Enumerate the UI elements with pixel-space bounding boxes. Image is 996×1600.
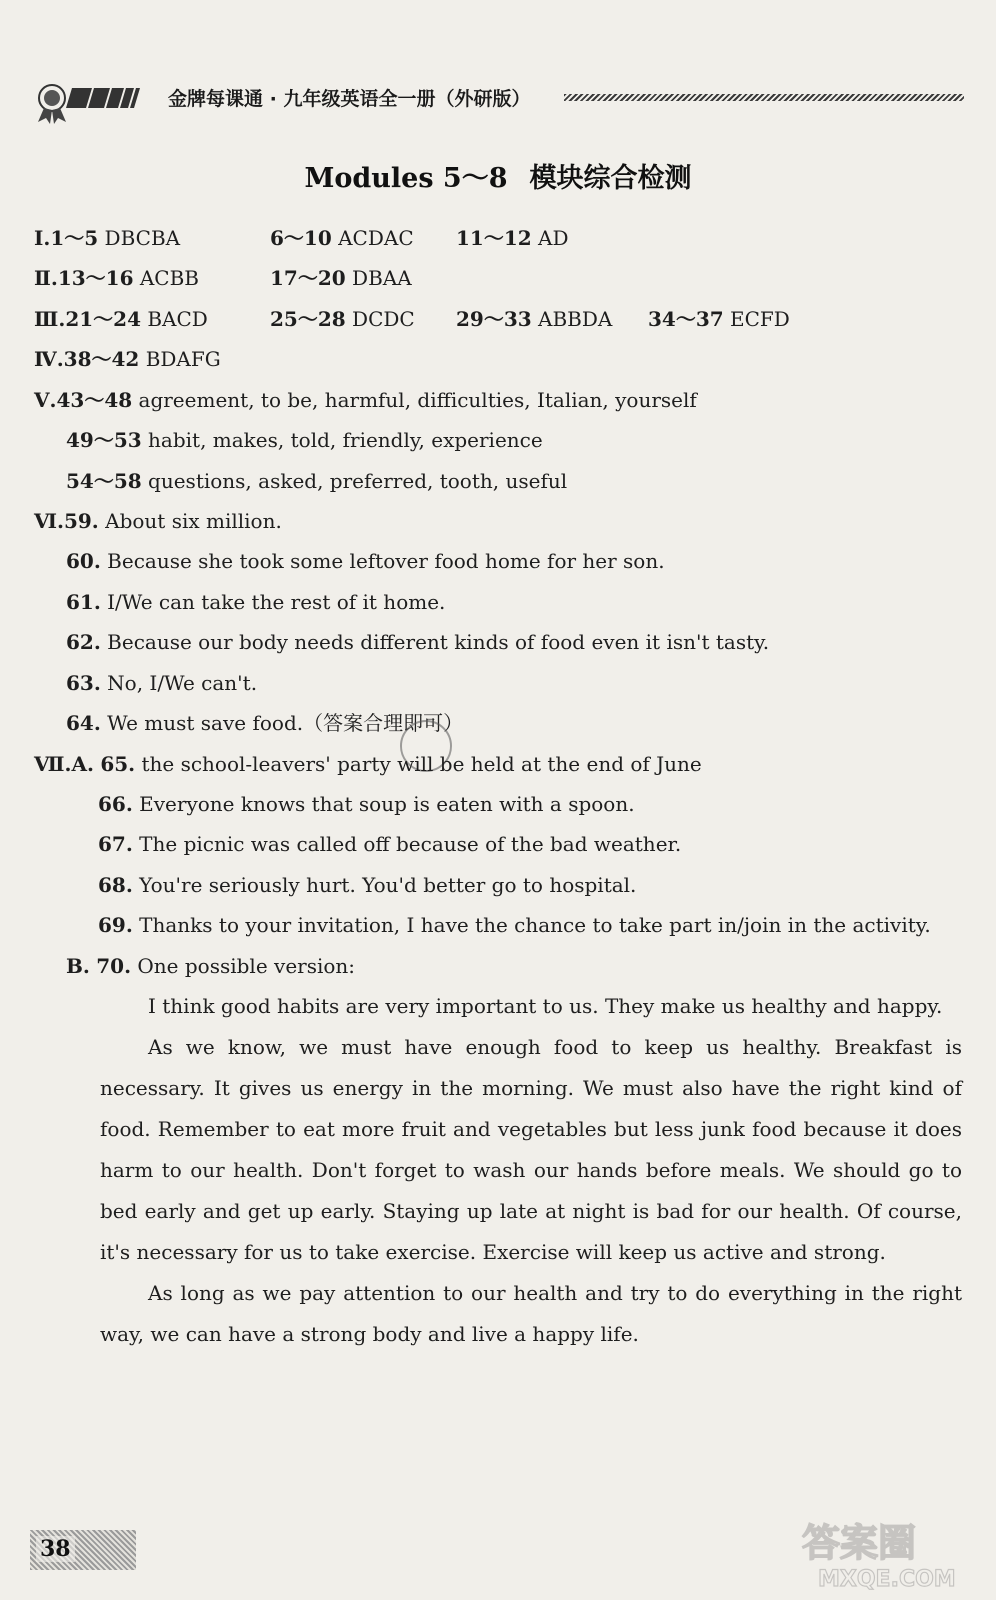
- answer-range: 6～10: [270, 226, 332, 250]
- section-label: Ⅱ.: [34, 266, 58, 290]
- section-3-group-3: [456, 305, 612, 333]
- section-7-item-68: [98, 871, 636, 899]
- answer-text: Because our body needs different kinds of food even it isn't tasty.: [107, 630, 770, 654]
- title-modules: Modules 5～8: [304, 163, 508, 194]
- question-number: 61.: [66, 590, 101, 614]
- answer-range: 54～58: [66, 469, 142, 493]
- question-number: 59.: [63, 509, 99, 533]
- answer-text: About six million.: [105, 509, 282, 533]
- question-number: 63.: [66, 671, 101, 695]
- section-3-group-4: [648, 305, 790, 333]
- section-6-item-61: [66, 588, 445, 616]
- page-header: [24, 74, 970, 130]
- section-label: Ⅳ.: [34, 347, 64, 371]
- answer-value: DBCBA: [104, 226, 181, 250]
- answer-text: We must save food.（答案合理即可）: [107, 711, 464, 735]
- section-6-item-60: [66, 547, 665, 575]
- essay-paragraph: As we know, we must have enough food to keep us healthy. Breakfast is necessary. It gives us energy in the morning. We must also have the right kind of food. Remember to eat more fruit and vegetables but less junk food because it does harm to our health. Don't forget to wash our hands before meals. We should go to bed early and get up early. Staying up late at night is bad for our health. Of course, it's necessary for us to take exercise. Exercise will keep us active and strong.: [100, 1035, 962, 1264]
- section-3: [34, 305, 208, 333]
- model-essay: [100, 986, 962, 1355]
- section-2-group-2: [270, 264, 412, 292]
- answer-value: ACBB: [139, 266, 199, 290]
- question-number: 69.: [98, 913, 133, 937]
- watermark-logo: [796, 1512, 986, 1592]
- section-label: Ⅶ.: [34, 752, 72, 776]
- section-label: Ⅵ.: [34, 509, 64, 533]
- answer-value: BACD: [147, 307, 208, 331]
- answer-value: DBAA: [352, 266, 412, 290]
- medal-ribbon-icon: [30, 78, 150, 124]
- essay-intro: One possible version:: [137, 954, 356, 978]
- watermark-cn: 答案圈: [802, 1521, 917, 1565]
- answer-text: the school-leavers' party will be held at the end of June: [141, 752, 702, 776]
- section-1-group-3: [456, 224, 569, 252]
- question-number: 60.: [66, 549, 101, 573]
- section-7-item-66: [98, 790, 635, 818]
- section-7-item-67: [98, 830, 681, 858]
- page-title: [0, 156, 996, 195]
- answer-range: 34～37: [648, 307, 724, 331]
- section-6-item-59: [34, 507, 282, 535]
- header-divider: [564, 94, 964, 101]
- answer-value: BDAFG: [145, 347, 221, 371]
- section-6-item-62: [66, 628, 769, 656]
- answer-range: 21～24: [65, 307, 141, 331]
- answer-value: AD: [538, 226, 569, 250]
- answer-value: agreement, to be, harmful, difficulties, Italian, yourself: [138, 388, 697, 412]
- section-4: [34, 345, 221, 373]
- section-6-item-63: [66, 669, 257, 697]
- answer-range: 25～28: [270, 307, 346, 331]
- answer-range: 11～12: [456, 226, 532, 250]
- page-number: 38: [36, 1536, 75, 1562]
- answer-text: The picnic was called off because of the bad weather.: [139, 832, 682, 856]
- section-label: Ⅰ.: [34, 226, 51, 250]
- answer-value: ECFD: [730, 307, 790, 331]
- title-chinese: 模块综合检测: [529, 163, 692, 194]
- section-7-item-69: [98, 911, 931, 939]
- essay-paragraph: I think good habits are very important to us. They make us healthy and happy.: [148, 994, 943, 1018]
- answer-range: 17～20: [270, 266, 346, 290]
- section-5-line-3: [66, 467, 567, 495]
- section-7-part-b: [66, 952, 355, 980]
- question-number: 70.: [96, 954, 132, 978]
- answer-value: DCDC: [352, 307, 415, 331]
- section-label: Ⅴ.: [34, 388, 57, 412]
- answer-text: You're seriously hurt. You'd better go to hospital.: [139, 873, 637, 897]
- part-label: B.: [66, 954, 90, 978]
- answer-value: ACDAC: [338, 226, 414, 250]
- page-number-box: [30, 1530, 136, 1570]
- answer-text: Everyone knows that soup is eaten with a spoon.: [139, 792, 635, 816]
- answer-range: 49～53: [66, 428, 142, 452]
- section-label: Ⅲ.: [34, 307, 66, 331]
- question-number: 66.: [98, 792, 133, 816]
- answer-text: No, I/We can't.: [107, 671, 258, 695]
- answer-range: 29～33: [456, 307, 532, 331]
- section-1-group-2: [270, 224, 414, 252]
- section-1: [34, 224, 180, 252]
- answer-range: 1～5: [50, 226, 99, 250]
- part-label: A.: [71, 752, 94, 776]
- answer-value: habit, makes, told, friendly, experience: [148, 428, 543, 452]
- answer-range: 38～42: [63, 347, 140, 371]
- question-number: 67.: [98, 832, 133, 856]
- section-3-group-2: [270, 305, 415, 333]
- essay-paragraph: As long as we pay attention to our health and try to do everything in the right way, we can have a strong body and live a happy life.: [100, 1281, 962, 1346]
- answer-range: 43～48: [56, 388, 133, 412]
- question-number: 68.: [98, 873, 133, 897]
- answer-value: ABBDA: [538, 307, 613, 331]
- section-5-line-2: [66, 426, 543, 454]
- answer-value: questions, asked, preferred, tooth, useful: [148, 469, 568, 493]
- section-7-item-65: [34, 750, 702, 778]
- section-2: [34, 264, 199, 292]
- answer-range: 13～16: [57, 266, 134, 290]
- answer-text: Because she took some leftover food home for her son.: [107, 549, 665, 573]
- question-number: 62.: [66, 630, 101, 654]
- question-number: 64.: [66, 711, 101, 735]
- section-5: [34, 386, 697, 414]
- watermark-en: MXQE.COM: [818, 1567, 956, 1592]
- book-title: 金牌每课通 · 九年级英语全一册（外研版）: [168, 88, 531, 110]
- question-number: 65.: [100, 752, 136, 776]
- answer-text: I/We can take the rest of it home.: [107, 590, 446, 614]
- answer-text: Thanks to your invitation, I have the chance to take part in/join in the activity.: [139, 913, 931, 937]
